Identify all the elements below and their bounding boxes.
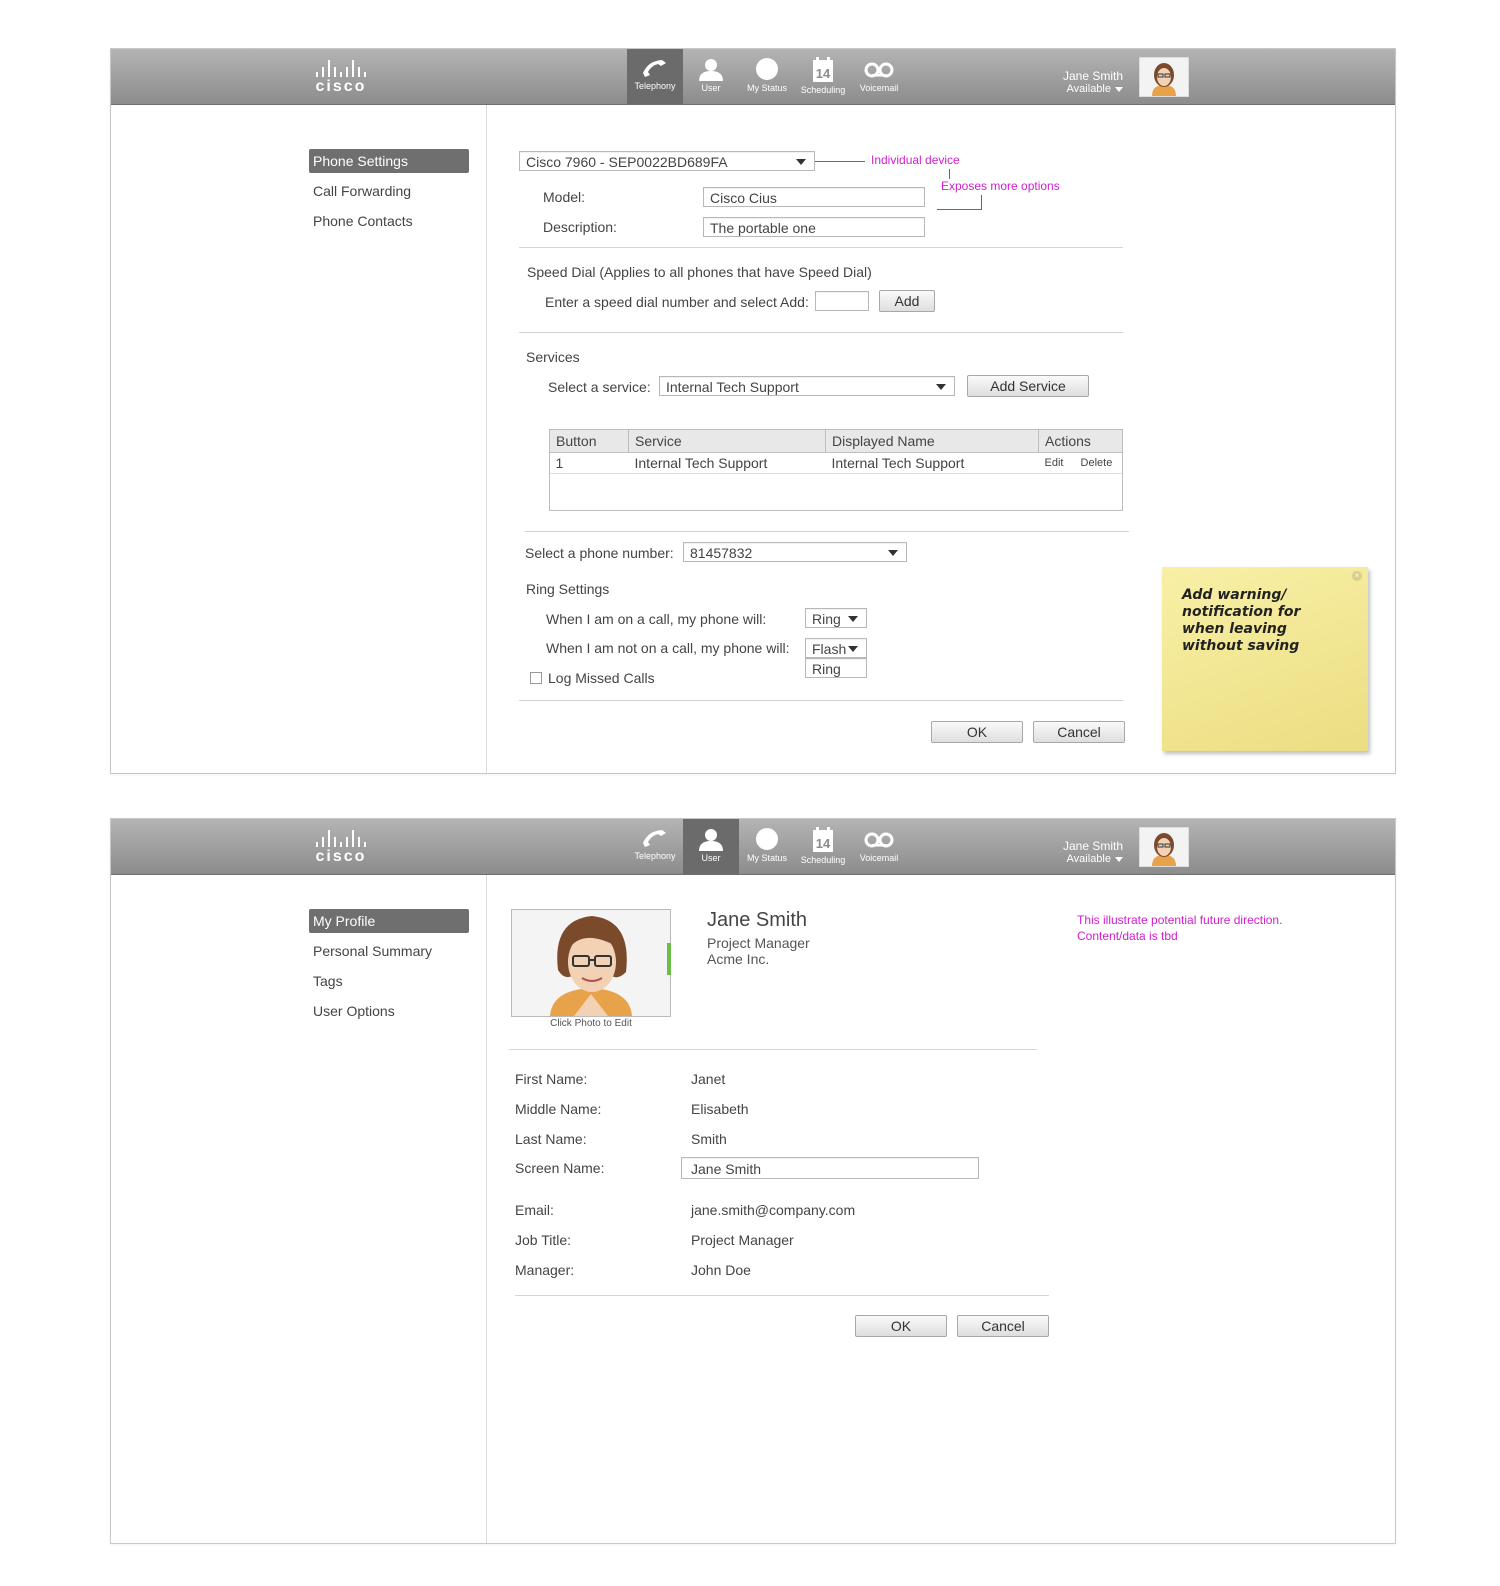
not-on-call-value: Flash — [812, 641, 847, 657]
tab-label: Voicemail — [859, 83, 899, 93]
add-service-button[interactable]: Add Service — [967, 375, 1089, 397]
profile-company: Acme Inc. — [707, 951, 770, 967]
not-on-call-label: When I am not on a call, my phone will: — [546, 640, 790, 656]
tab-label: User — [701, 853, 721, 863]
top-navigation-bar — [111, 819, 1395, 875]
close-icon[interactable]: × — [1352, 571, 1362, 581]
user-icon — [696, 827, 726, 851]
presence-status[interactable]: Available — [1063, 83, 1123, 96]
calendar-icon — [808, 827, 838, 853]
profile-name: Jane Smith — [707, 909, 808, 931]
avatar[interactable] — [1139, 57, 1189, 97]
speed-dial-title: Speed Dial (Applies to all phones that have Speed Dial) — [527, 264, 872, 280]
tab-my-status[interactable] — [739, 819, 795, 874]
user-name: Jane Smith — [1062, 69, 1123, 83]
device-select-value: Cisco 7960 - SEP0022BD689FA — [526, 154, 728, 170]
add-speed-dial-button[interactable]: Add — [879, 290, 935, 312]
sidebar-item-phone-contacts[interactable]: Phone Contacts — [313, 213, 413, 229]
annotation-content-tbd: Content/data is tbd — [1077, 929, 1178, 943]
description-input[interactable]: The portable one — [703, 217, 925, 237]
tab-label: Scheduling — [800, 85, 846, 95]
ok-button[interactable]: OK — [931, 721, 1023, 743]
status-icon — [752, 827, 782, 851]
on-call-select[interactable] — [805, 608, 867, 628]
divider — [509, 1049, 1037, 1050]
services-table — [549, 429, 1123, 474]
on-call-label: When I am on a call, my phone will: — [546, 611, 767, 627]
phone-number-select[interactable] — [683, 542, 907, 562]
screen-name-input[interactable]: Jane Smith — [681, 1157, 979, 1179]
presence-status[interactable]: Available — [1063, 853, 1123, 866]
last-name-label: Last Name: — [515, 1131, 587, 1147]
model-label: Model: — [543, 189, 586, 205]
sidebar — [309, 149, 469, 239]
tab-label: Voicemail — [859, 853, 899, 863]
user-icon — [696, 57, 726, 81]
voicemail-icon — [863, 57, 895, 81]
sidebar-divider — [486, 105, 487, 773]
speed-dial-prompt: Enter a speed dial number and select Add: — [545, 294, 809, 310]
divider — [519, 332, 1123, 333]
calendar-icon — [808, 57, 838, 83]
cell-button: 1 — [550, 453, 629, 474]
logo-text: cisco — [315, 848, 367, 865]
tab-voicemail[interactable] — [851, 819, 907, 874]
description-label: Description: — [543, 219, 617, 235]
sticky-note-text: Add warning/ notification for when leaving without saving — [1182, 587, 1301, 654]
annotation-line — [815, 161, 865, 162]
middle-name-label: Middle Name: — [515, 1101, 602, 1117]
tab-label: Telephony — [634, 81, 676, 91]
top-navigation-bar — [111, 49, 1395, 105]
user-status-menu[interactable] — [1063, 70, 1123, 96]
status-icon — [752, 57, 782, 81]
phone-icon — [640, 57, 670, 79]
divider — [515, 1295, 1049, 1296]
annotation-exposes-options: Exposes more options — [941, 179, 1060, 193]
job-title-label: Job Title: — [515, 1232, 572, 1248]
tab-label: My Status — [746, 83, 787, 93]
cancel-button[interactable]: Cancel — [1033, 721, 1125, 743]
phone-icon — [640, 827, 670, 849]
last-name-value: Smith — [691, 1131, 727, 1147]
table-row — [550, 453, 1123, 474]
log-missed-calls-label: Log Missed Calls — [548, 670, 655, 686]
user-name: Jane Smith — [1062, 839, 1123, 853]
not-on-call-select[interactable] — [805, 638, 867, 658]
calendar-badge: 14 — [815, 836, 831, 851]
divider — [519, 700, 1123, 701]
email-value: jane.smith@company.com — [691, 1202, 856, 1218]
cancel-button[interactable]: Cancel — [957, 1315, 1049, 1337]
tab-label: User — [701, 83, 721, 93]
dropdown-option-ring[interactable]: Ring — [805, 658, 867, 678]
edit-link[interactable]: Edit — [1044, 457, 1064, 469]
on-call-value: Ring — [812, 611, 841, 627]
annotation-future-direction: This illustrate potential future direction. — [1077, 913, 1283, 927]
sidebar-item-tags[interactable]: Tags — [313, 973, 343, 989]
tab-scheduling[interactable] — [795, 819, 851, 874]
cisco-logo — [306, 59, 376, 95]
annotation-line — [981, 195, 982, 209]
middle-name-value: Elisabeth — [691, 1101, 749, 1117]
select-service-label: Select a service: — [548, 379, 651, 395]
profile-title: Project Manager — [707, 935, 810, 951]
manager-value: John Doe — [691, 1262, 751, 1278]
delete-link[interactable]: Delete — [1080, 457, 1113, 469]
phone-number-label: Select a phone number: — [525, 545, 674, 561]
photo-edit-indicator — [667, 943, 671, 975]
ring-settings-title: Ring Settings — [526, 581, 610, 597]
tab-user[interactable] — [683, 49, 739, 104]
main-tabs — [627, 49, 907, 104]
job-title-value: Project Manager — [691, 1232, 794, 1248]
column-header-displayed-name: Displayed Name — [826, 430, 1039, 453]
cell-service: Internal Tech Support — [629, 453, 826, 474]
voicemail-icon — [863, 827, 895, 851]
tab-telephony[interactable] — [627, 49, 683, 104]
tab-scheduling[interactable] — [795, 49, 851, 104]
user-status-menu[interactable] — [1063, 840, 1123, 866]
manager-label: Manager: — [515, 1262, 575, 1278]
service-select-value: Internal Tech Support — [666, 379, 799, 395]
cell-displayed-name: Internal Tech Support — [826, 453, 1039, 474]
tab-label: My Status — [746, 853, 787, 863]
tab-label: Scheduling — [800, 855, 846, 865]
annotation-line — [937, 209, 982, 210]
sidebar — [309, 909, 469, 1029]
sidebar-item-phone-settings[interactable]: Phone Settings — [309, 149, 469, 173]
calendar-badge: 14 — [815, 66, 831, 81]
divider — [519, 247, 1123, 248]
logo-text: cisco — [315, 78, 367, 95]
sidebar-item-call-forwarding[interactable]: Call Forwarding — [313, 183, 412, 199]
column-header-button: Button — [550, 430, 629, 453]
column-header-actions: Actions — [1039, 430, 1123, 453]
tab-voicemail[interactable] — [851, 49, 907, 104]
sidebar-item-user-options[interactable]: User Options — [313, 1003, 395, 1019]
profile-photo[interactable] — [511, 909, 671, 1017]
screen-name-label: Screen Name: — [515, 1160, 605, 1176]
email-label: Email: — [515, 1202, 554, 1218]
sidebar-divider — [486, 875, 487, 1543]
tab-user[interactable] — [683, 819, 739, 874]
annotation-line — [949, 169, 950, 179]
device-select[interactable] — [519, 151, 815, 171]
speed-dial-input[interactable] — [815, 291, 869, 311]
cisco-logo — [306, 829, 376, 865]
log-missed-calls-checkbox[interactable] — [530, 672, 542, 684]
tab-label: Telephony — [634, 851, 676, 861]
tab-my-status[interactable] — [739, 49, 795, 104]
model-input[interactable]: Cisco Cius — [703, 187, 925, 207]
sidebar-item-personal-summary[interactable]: Personal Summary — [313, 943, 433, 959]
sticky-note — [1162, 567, 1368, 751]
first-name-value: Janet — [691, 1071, 726, 1087]
divider — [525, 531, 1129, 532]
main-tabs — [627, 819, 907, 874]
services-title: Services — [526, 349, 580, 365]
first-name-label: First Name: — [515, 1071, 588, 1087]
service-select[interactable] — [659, 376, 955, 396]
phone-number-value: 81457832 — [690, 545, 753, 561]
annotation-individual-device: Individual device — [871, 153, 960, 167]
column-header-service: Service — [629, 430, 826, 453]
avatar[interactable] — [1139, 827, 1189, 867]
ok-button[interactable]: OK — [855, 1315, 947, 1337]
photo-caption: Click Photo to Edit — [550, 1018, 632, 1029]
tab-telephony[interactable] — [627, 819, 683, 874]
sidebar-item-my-profile[interactable]: My Profile — [309, 909, 469, 933]
profile-window — [110, 818, 1396, 1544]
